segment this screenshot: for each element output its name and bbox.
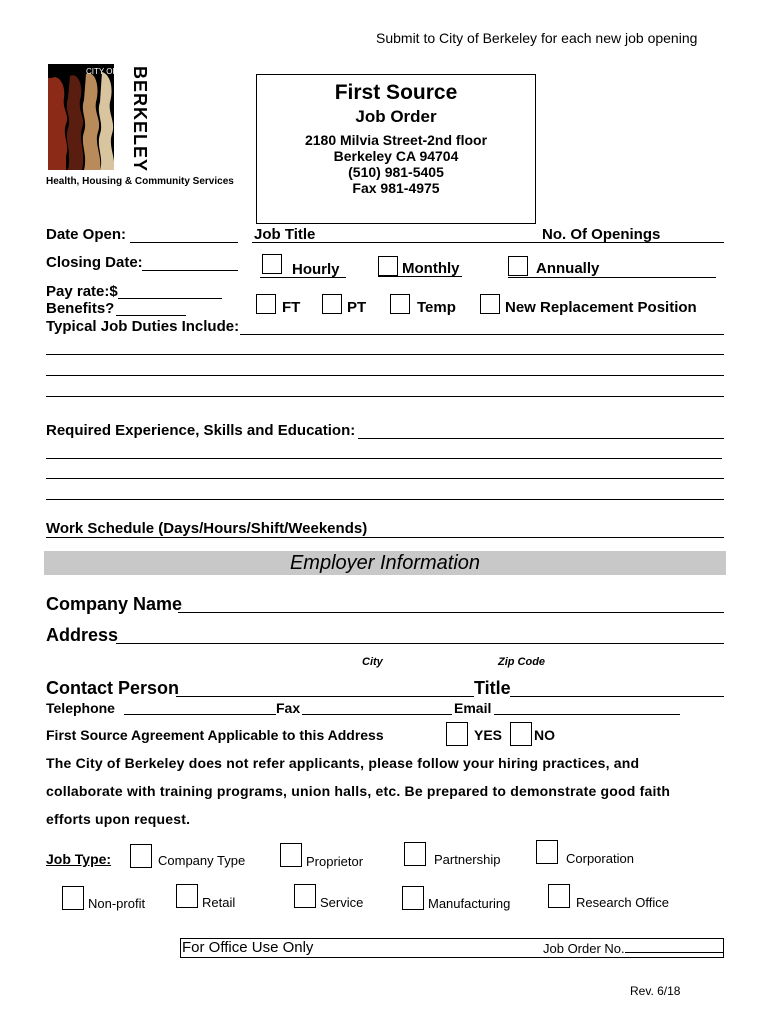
closing-date-label: Closing Date: — [46, 254, 143, 271]
duties-field-1[interactable] — [240, 334, 724, 335]
date-open-label: Date Open: — [46, 226, 127, 243]
box-city: Berkeley CA 94704 — [333, 148, 459, 164]
temp-checkbox[interactable] — [390, 294, 410, 314]
email-field[interactable] — [494, 714, 680, 715]
manufacturing-checkbox[interactable] — [402, 886, 424, 910]
submit-note: Submit to City of Berkeley for each new job opening — [376, 30, 698, 46]
schedule-label: Work Schedule (Days/Hours/Shift/Weekends) — [46, 520, 368, 537]
company-name-field[interactable] — [178, 612, 724, 613]
yes-label: YES — [474, 727, 503, 743]
job-type-label: Job Type: — [46, 851, 112, 867]
company-name-label: Company Name — [46, 594, 183, 614]
company-type-label: Company Type — [158, 853, 246, 868]
employer-section-title: Employer Information — [289, 552, 481, 574]
yes-checkbox[interactable] — [446, 722, 468, 746]
no-checkbox[interactable] — [510, 722, 532, 746]
monthly-checkbox[interactable] — [378, 256, 398, 276]
manufacturing-label: Manufacturing — [428, 896, 511, 911]
email-label: Email — [454, 700, 492, 716]
logo-berkeley: BERKELEY — [130, 66, 150, 173]
first-source-box — [256, 74, 536, 224]
logo-city-of: CITY OF — [86, 67, 118, 76]
closing-date-field[interactable] — [142, 270, 238, 271]
new-replacement-label: New Replacement Position — [505, 299, 697, 316]
job-title-label: Job Title — [254, 226, 316, 243]
title-label: Title — [474, 678, 511, 698]
benefits-field[interactable] — [116, 315, 186, 316]
box-title: First Source — [334, 81, 458, 104]
required-field-4[interactable] — [46, 499, 724, 500]
box-phone: (510) 981-5405 — [348, 164, 444, 180]
monthly-label: Monthly — [402, 260, 460, 277]
employer-section-header — [44, 551, 726, 575]
hourly-label: Hourly — [292, 261, 340, 278]
box-fax: Fax 981-4975 — [352, 180, 440, 196]
required-field-3[interactable] — [46, 478, 724, 479]
openings-label: No. Of Openings — [542, 226, 661, 243]
pay-rate-field[interactable] — [118, 298, 222, 299]
proprietor-checkbox[interactable] — [280, 843, 302, 867]
fax-field[interactable] — [302, 714, 452, 715]
duties-label: Typical Job Duties Include: — [46, 318, 240, 335]
pay-rate-label: Pay rate:$ — [46, 283, 118, 300]
proprietor-label: Proprietor — [306, 854, 364, 869]
job-order-no-label: Job Order No. — [543, 941, 625, 956]
contact-person-label: Contact Person — [46, 678, 180, 698]
title-field[interactable] — [510, 696, 724, 697]
contact-person-field[interactable] — [176, 696, 474, 697]
pt-checkbox[interactable] — [322, 294, 342, 314]
nonprofit-label: Non-profit — [88, 896, 146, 911]
research-office-label: Research Office — [576, 895, 669, 910]
office-use-label: For Office Use Only — [182, 939, 314, 956]
service-label: Service — [320, 895, 364, 910]
duties-field-2[interactable] — [46, 354, 724, 355]
benefits-label: Benefits? — [46, 300, 115, 317]
annually-label: Annually — [536, 260, 600, 277]
ft-label: FT — [282, 299, 301, 316]
company-type-checkbox[interactable] — [130, 844, 152, 868]
office-use-box — [180, 938, 724, 958]
retail-label: Retail — [202, 895, 236, 910]
address-label: Address — [46, 625, 119, 645]
monthly-underline — [378, 276, 462, 277]
duties-field-4[interactable] — [46, 396, 724, 397]
service-checkbox[interactable] — [294, 884, 316, 908]
required-field-1[interactable] — [358, 438, 724, 439]
corporation-label: Corporation — [566, 851, 634, 866]
nonprofit-checkbox[interactable] — [62, 886, 84, 910]
required-label: Required Experience, Skills and Education: — [46, 422, 356, 439]
job-order-no-field[interactable] — [625, 952, 723, 953]
revision-label: Rev. 6/18 — [630, 984, 681, 998]
duties-field-3[interactable] — [46, 375, 724, 376]
fax-label: Fax — [276, 700, 301, 716]
notice-line-3: efforts upon request. — [46, 811, 191, 827]
notice-line-2: collaborate with training programs, union halls, etc. Be prepared to demonstrate good faith — [46, 783, 671, 799]
city-logo — [48, 64, 150, 173]
ft-checkbox[interactable] — [256, 294, 276, 314]
hourly-underline — [260, 277, 346, 278]
box-address: 2180 Milvia Street-2nd floor — [304, 132, 488, 148]
research-office-checkbox[interactable] — [548, 884, 570, 908]
agreement-label: First Source Agreement Applicable to this Address — [46, 727, 384, 743]
telephone-field[interactable] — [124, 714, 276, 715]
city-caption: City — [362, 656, 383, 668]
schedule-field[interactable] — [46, 537, 724, 538]
zip-caption: Zip Code — [498, 656, 546, 668]
hourly-checkbox[interactable] — [262, 254, 282, 274]
required-field-2[interactable] — [46, 458, 722, 459]
box-subtitle: Job Order — [355, 107, 437, 126]
no-label: NO — [534, 727, 555, 743]
annually-checkbox[interactable] — [508, 256, 528, 276]
annually-underline — [508, 277, 716, 278]
temp-label: Temp — [417, 299, 456, 316]
retail-checkbox[interactable] — [176, 884, 198, 908]
partnership-checkbox[interactable] — [404, 842, 426, 866]
notice-line-1: The City of Berkeley does not refer applicants, please follow your hiring practices, and — [46, 755, 640, 771]
address-field[interactable] — [116, 643, 724, 644]
partnership-label: Partnership — [434, 852, 501, 867]
telephone-label: Telephone — [46, 700, 115, 716]
corporation-checkbox[interactable] — [536, 840, 558, 864]
department-name: Health, Housing & Community Services — [46, 176, 234, 187]
new-replacement-checkbox[interactable] — [480, 294, 500, 314]
date-open-field[interactable] — [130, 242, 238, 243]
pt-label: PT — [347, 299, 367, 316]
